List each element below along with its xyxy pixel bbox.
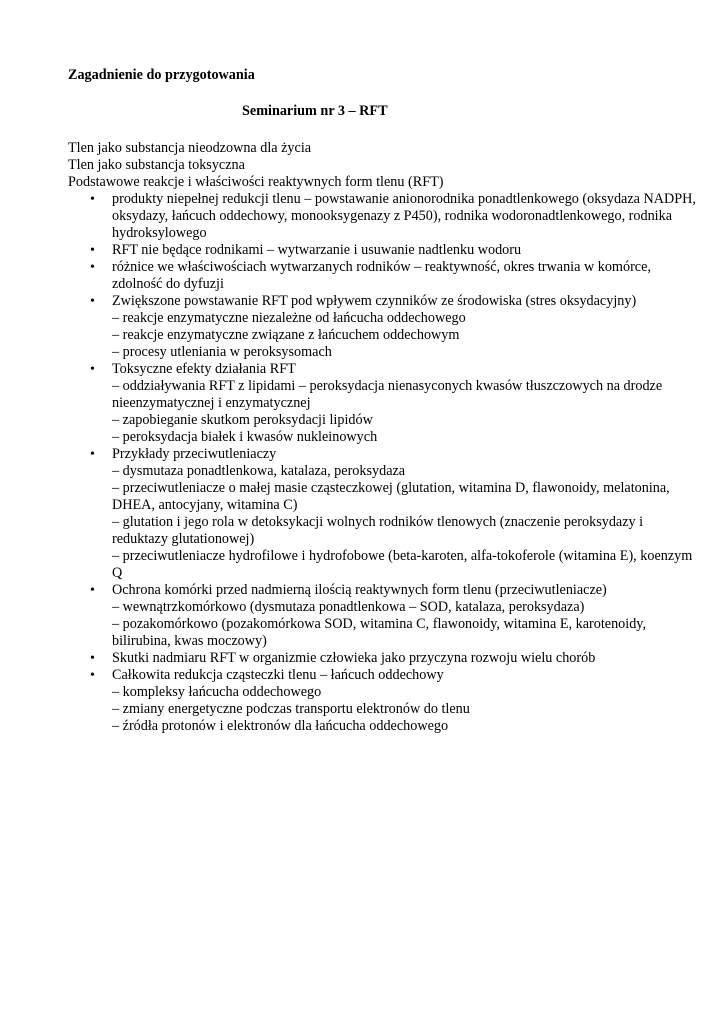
topic-subitem: – przeciwutleniacze hydrofilowe i hydrofobowe (beta-karoten, alfa-tokoferole (witamina E), koenzym Q (112, 548, 693, 581)
topic-text: RFT nie będące rodnikami – wytwarzanie i usuwanie nadtlenku wodoru (112, 242, 522, 258)
topic-text: Ochrona komórki przed nadmierną ilością reaktywnych form tlenu (przeciwutleniacze) (112, 582, 607, 598)
intro-line: Tlen jako substancja toksyczna (68, 157, 245, 173)
topic-text: produkty niepełnej redukcji tlenu – powstawanie anionorodnika ponadtlenkowego (oksydaza NADPH, oksydazy, łańcuch oddechowy, monooksygenazy z P450), rodnika wodoronadtlenkowego, rodnika hydroksylowego (112, 191, 696, 241)
topic-item (68, 667, 698, 735)
topic-item (68, 650, 698, 667)
intro-line: Tlen jako substancja nieodzowna dla życia (68, 140, 312, 156)
bullet-icon: • (90, 668, 95, 683)
topic-subitem: – oddziaływania RFT z lipidami – peroksydacja nienasyconych kwasów tłuszczowych na drodze nieenzymatycznej i enzymatycznej (112, 378, 663, 411)
topic-item (68, 293, 698, 361)
topic-subitem: – reakcje enzymatyczne niezależne od łańcucha oddechowego (112, 310, 466, 326)
topic-text: różnice we właściwościach wytwarzanych rodników – reaktywność, okres trwania w komórce, zdolność do dyfuzji (112, 259, 651, 292)
topic-subitem: – reakcje enzymatyczne związane z łańcuchem oddechowym (112, 327, 460, 343)
bullet-icon: • (90, 447, 95, 462)
bullet-icon: • (90, 583, 95, 598)
bullet-icon: • (90, 651, 95, 666)
topic-subitem: – dysmutaza ponadtlenkowa, katalaza, peroksydaza (112, 463, 406, 479)
bullet-icon: • (90, 243, 95, 258)
topic-item (68, 259, 698, 293)
topic-item (68, 191, 698, 242)
bullet-icon: • (90, 294, 95, 309)
topic-subitem: – wewnątrzkomórkowo (dysmutaza ponadtlenkowa – SOD, katalaza, peroksydaza) (112, 599, 585, 615)
topic-subitem: – zapobieganie skutkom peroksydacji lipidów (112, 412, 373, 428)
topic-text: Całkowita redukcja cząsteczki tlenu – łańcuch oddechowy (112, 667, 444, 683)
topic-subitem: – pozakomórkowo (pozakomórkowa SOD, witamina C, flawonoidy, witamina E, karotenoidy, bilirubina, kwas moczowy) (112, 616, 647, 649)
topic-subitem: – glutation i jego rola w detoksykacji wolnych rodników tlenowych (znaczenie peroksydazy i reduktazy glutationowej) (112, 514, 644, 547)
topic-subitem: – zmiany energetyczne podczas transportu elektronów do tlenu (112, 701, 470, 717)
document-page (68, 67, 698, 735)
document-subtitle: Seminarium nr 3 – RFT (242, 103, 388, 119)
bullet-icon: • (90, 260, 95, 275)
bullet-icon: • (90, 192, 95, 207)
topic-subitem: – źródła protonów i elektronów dla łańcucha oddechowego (112, 718, 449, 734)
topic-item (68, 446, 698, 582)
intro-line: Podstawowe reakcje i właściwości reaktywnych form tlenu (RFT) (68, 174, 444, 190)
bullet-icon: • (90, 362, 95, 377)
topic-subitem: – peroksydacja białek i kwasów nukleinowych (112, 429, 378, 445)
topic-text: Toksyczne efekty działania RFT (112, 361, 296, 377)
topic-subitem: – kompleksy łańcucha oddechowego (112, 684, 322, 700)
topic-text: Zwiększone powstawanie RFT pod wpływem czynników ze środowiska (stres oksydacyjny) (112, 293, 637, 309)
topic-item (68, 582, 698, 650)
document-title: Zagadnienie do przygotowania (68, 67, 255, 83)
topic-text: Przykłady przeciwutleniaczy (112, 446, 277, 462)
intro-lines (68, 140, 698, 191)
topic-subitem: – procesy utleniania w peroksysomach (112, 344, 332, 360)
topic-item (68, 242, 698, 259)
topic-item (68, 361, 698, 446)
topic-subitem: – przeciwutleniacze o małej masie cząsteczkowej (glutation, witamina D, flawonoidy, melatonina, DHEA, antocyjany, witamina C) (112, 480, 670, 513)
topic-list (68, 191, 698, 735)
topic-text: Skutki nadmiaru RFT w organizmie człowieka jako przyczyna rozwoju wielu chorób (112, 650, 596, 666)
